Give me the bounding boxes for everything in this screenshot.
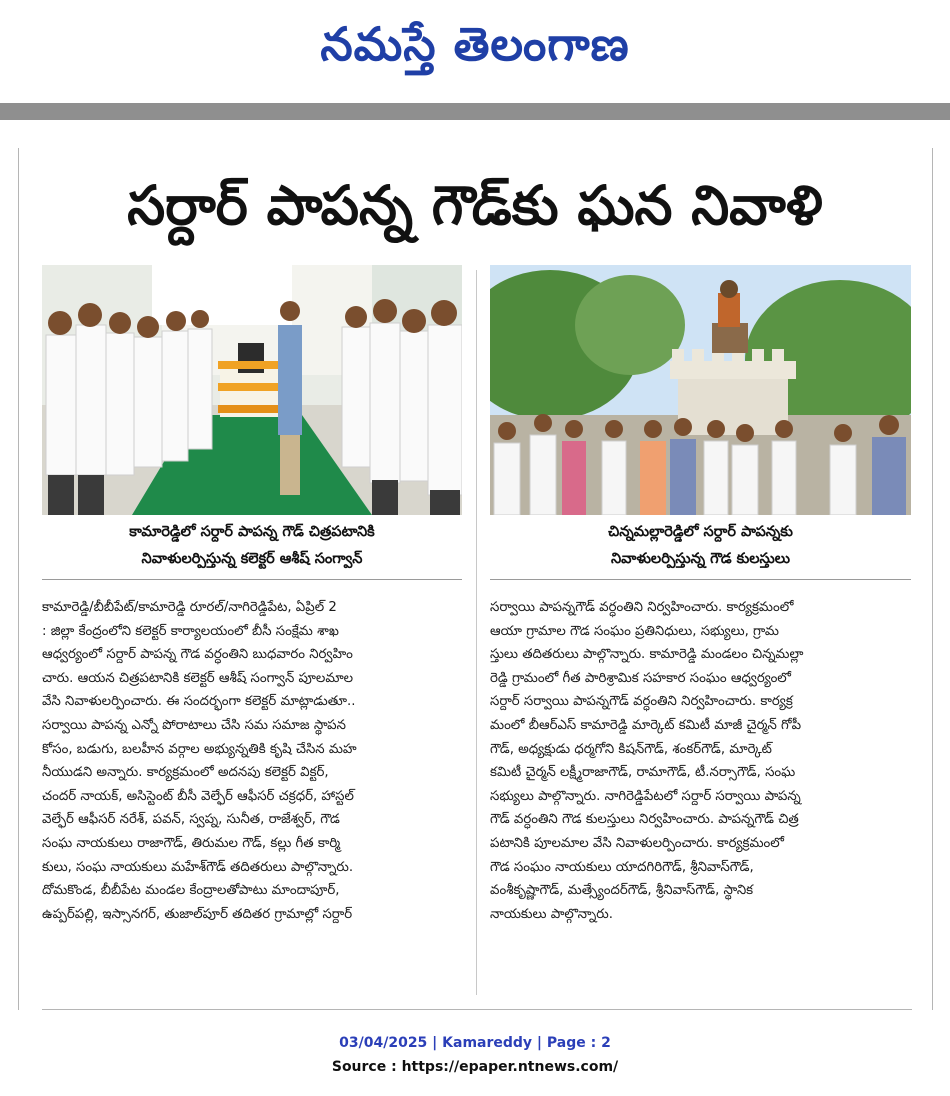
body-line: : జిల్లా కేంద్రంలోని కలెక్టర్ కార్యాలయంలో బీసీ సంక్షేమ శాఖ	[42, 623, 339, 639]
body-line: ఆధ్వర్యంలో సర్దార్ పాపన్న గౌడ వర్ధంతిని బుధవారం నిర్వహిం	[42, 647, 353, 663]
body-line: మంలో బీఆర్ఎస్ కామారెడ్డి మార్కెట్ కమిటీ మాజీ చైర్మన్ గోపీ	[490, 717, 802, 733]
body-line: చారు. ఆయన చిత్రపటానికి కలెక్టర్ ఆశీష్ సంగ్వాన్ పూలమాల	[42, 670, 354, 686]
page-footer	[0, 1031, 950, 1079]
body-line: గౌడ సంఘం నాయకులు యాదగిరిగౌడ్, శ్రీనివాస్‌గౌడ్,	[490, 859, 754, 875]
body-line: రెడ్డి గ్రామంలో గీత పారిశ్రామిక సహకార సంఘం ఆధ్వర్యంలో	[490, 670, 791, 686]
body-line: పటానికి పూలమాల వేసి నివాళులర్పించారు. కార్యక్రమంలో	[490, 835, 784, 851]
article-headline: సర్దార్ పాపన్న గౌడ్‌కు ఘన నివాళి	[127, 174, 823, 237]
caption-rule-right	[490, 579, 911, 580]
body-line: వంశీకృష్ణాగౌడ్, మత్స్యేందర్‌గౌడ్, శ్రీనివాస్‌గౌడ్, స్థానిక	[490, 883, 754, 899]
body-line: దోమకొండ, బీబీపేట మండల కేంద్రాలతోపాటు మాందాపూర్,	[42, 883, 340, 899]
body-line: సర్వాయి పాపన్నగౌడ్ వర్ధంతిని నిర్వహించారు. కార్యక్రమంలో	[490, 600, 794, 615]
body-line: సభ్యులు పాల్గొన్నారు. నాగిరెడ్డిపేటలో సర్దార్ సర్వాయి పాపన్న	[490, 788, 801, 804]
body-line: కామారెడ్డి/బీబీపేట్/కామారెడ్డి రూరల్/నాగిరెడ్డిపేట, ఏప్రిల్ 2	[42, 600, 337, 615]
left-border-rule	[18, 148, 19, 1010]
column-divider	[476, 270, 477, 995]
article-body-left-column	[42, 596, 464, 926]
body-line: చందర్ నాయక్, అసిస్టెంట్ బీసీ వెల్ఫేర్ ఆఫీసర్ చక్రధర్, హాస్టల్	[42, 788, 354, 804]
source-url-link[interactable]: https://epaper.ntnews.com/	[401, 1059, 619, 1075]
source-line	[0, 1055, 950, 1079]
article-body-right-column	[490, 596, 912, 926]
body-line: వేసి నివాళులర్పించారు. ఈ సందర్భంగా కలెక్టర్ మాట్లాడుతూ..	[42, 694, 356, 710]
photo-community-statue	[490, 265, 911, 515]
edition-info: 03/04/2025 | Kamareddy | Page : 2	[339, 1035, 611, 1051]
header-bar	[0, 103, 950, 120]
body-line: స్తులు తదితరులు పాల్గొన్నారు. కామారెడ్డి మండలం చిన్నమల్లా	[490, 647, 804, 663]
masthead-title: నమస్తే తెలంగాణ	[320, 17, 630, 71]
masthead	[0, 0, 950, 100]
body-line: నాయకులు పాల్గొన్నారు.	[490, 906, 613, 922]
body-line: గౌడ్, అధ్యక్షుడు ధర్మగోని కిషన్‌గౌడ్, శంకర్‌గౌడ్, మార్కెట్	[490, 741, 772, 757]
body-line: సర్వాయి పాపన్న ఎన్నో పోరాటాలు చేసి సమ సమాజ స్థాపన	[42, 717, 346, 733]
right-border-rule	[932, 148, 933, 1010]
body-line: గౌడ్ వర్ధంతిని గౌడ కులస్తులు నిర్వహించారు. పాపన్నగౌడ్ చిత్ర	[490, 812, 799, 828]
body-line: నీయుడని అన్నారు. కార్యక్రమంలో అదనపు కలెక్టర్ విక్టర్,	[42, 765, 329, 781]
photo-left-caption	[42, 519, 462, 573]
body-line: సంఘ నాయకులు రాజాగౌడ్, తిరుమల గౌడ్, కల్లు గీత కార్మి	[42, 835, 341, 851]
body-line: కులు, సంఘ నాయకులు మహేశ్‌గౌడ్ తదితరులు పాల్గొన్నారు.	[42, 859, 354, 875]
body-line: వెల్ఫేర్ ఆఫీసర్ నరేశ్, పవన్, స్వప్న, సునీత, రాజేశ్వర్, గౌడ	[42, 812, 340, 828]
photo-collector-tribute	[42, 265, 462, 515]
caption-line: కామారెడ్డిలో సర్దార్ పాపన్న గౌడ్ చిత్రపటానికి	[129, 524, 375, 540]
body-line: ఆయా గ్రామాల గౌడ సంఘం ప్రతినిధులు, సభ్యులు, గ్రామ	[490, 623, 779, 639]
photo-right-caption	[490, 519, 911, 573]
body-line: కమిటీ చైర్మన్ లక్ష్మీరాజాగౌడ్, రామాగౌడ్, టీ.నర్సాగౌడ్, సంఘ	[490, 765, 796, 781]
source-label: Source :	[331, 1059, 402, 1075]
caption-line: నివాళులర్పిస్తున్న కలెక్టర్ ఆశీష్ సంగ్వాన్	[141, 551, 363, 567]
caption-rule-left	[42, 579, 462, 580]
caption-line: నివాళులర్పిస్తున్న గౌడ కులస్తులు	[610, 551, 791, 567]
bottom-border-rule	[42, 1009, 912, 1010]
body-line: ఉప్పర్‌పల్లి, ఇస్సానగర్, తుజాల్‌పూర్ తదితర గ్రామాల్లో సర్దార్	[42, 906, 353, 922]
body-line: సర్దార్ సర్వాయి పాపన్నగౌడ్ వర్ధంతిని నిర్వహించారు. కార్యక్ర	[490, 694, 793, 710]
body-line: కోసం, బడుగు, బలహీన వర్గాల అభ్యున్నతికి కృషి చేసిన మహ	[42, 741, 357, 757]
caption-line: చిన్నమల్లారెడ్డిలో సర్దార్ పాపన్నకు	[608, 524, 793, 540]
